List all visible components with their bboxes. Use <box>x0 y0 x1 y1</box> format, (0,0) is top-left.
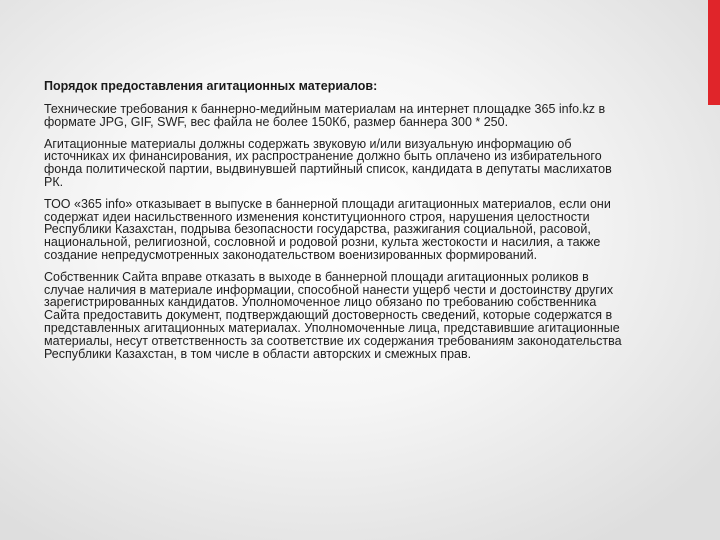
slide-content <box>44 79 626 369</box>
paragraph-owner-rights: Собственник Сайта вправе отказать в выходе в баннерной площади агитационных роликов в случае наличия в материале информации, способной нанести ущерб чести и достоинству других зарегистрированных кандидатов. Уполномоченное лицо обязано по требованию собственника Сайта предоставить документ, подтверждающий достоверность сведений, которые содержатся в представленных агитационных материалах. Уполномоченные лица, представившие агитационные материалы, несут ответственность за соответствие их содержания требованиям законодательства Республики Казахстан, в том числе в области авторских и смежных прав. <box>44 269 622 361</box>
paragraph-refusal-grounds: ТОО «365 info» отказывает в выпуске в баннерной площади агитационных материалов, если они содержат идеи насильственного изменения конституционного строя, нарушения целостности Республики Казахстан, подрыва безопасности государства, разжигания социальной, расовой, национальной, религиозной, сословной и родовой розни, культа жестокости и насилия, а также создание непредусмотренных законодательством военизированных формирований. <box>44 196 611 262</box>
paragraph-technical-requirements: Технические требования к баннерно-медийным материалам на интернет площадке 365 info.kz в формате JPG, GIF, SWF, вес файла не более 150Кб, размер баннера 300 * 250. <box>44 102 606 129</box>
slide-heading: Порядок предоставления агитационных материалов: <box>44 79 378 93</box>
paragraph-funding-sources: Агитационные материалы должны содержать звуковую и/или визуальную информацию об источниках их финансирования, их распространение должно быть оплачено из избирательного фонда политической партии, выдвинувшей партийный список, кандидата в депутаты маслихатов РК. <box>44 136 612 189</box>
red-accent-bar <box>708 0 720 105</box>
